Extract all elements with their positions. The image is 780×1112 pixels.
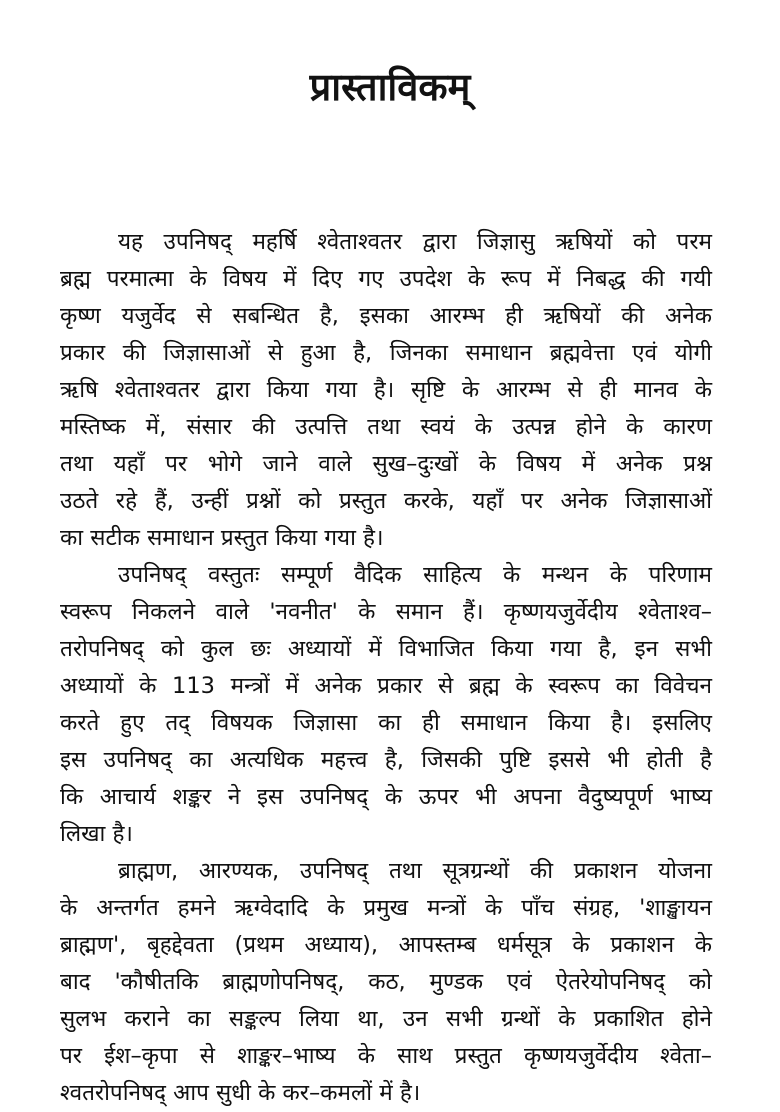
text-line: बाद 'कौषीतकि ब्राह्मणोपनिषद्, कठ, मुण्डक एवं ऐतरेयोपनिषद् को <box>60 969 712 995</box>
text-line: स्वरूप निकलने वाले 'नवनीत' के समान हैं। कृष्णयजुर्वेदीय श्वेताश्व– <box>60 599 712 625</box>
text-line: इस उपनिषद् का अत्यधिक महत्त्व है, जिसकी पुष्टि इससे भी होती है <box>60 747 712 773</box>
text-line: उठते रहे हैं, उन्हीं प्रश्नों को प्रस्तुत करके, यहाँ पर अनेक जिज्ञासाओं <box>60 488 712 514</box>
page-body <box>60 224 712 1112</box>
text-line: ब्राह्मण', बृहद्देवता (प्रथम अध्याय), आपस्तम्ब धर्मसूत्र के प्रकाशन के <box>60 932 712 958</box>
text-line: ऋषि श्वेताश्वतर द्वारा किया गया है। सृष्टि के आरम्भ से ही मानव के <box>60 377 712 403</box>
text-line: तथा यहाँ पर भोगे जाने वाले सुख–दुःखों के विषय में अनेक प्रश्न <box>60 451 712 477</box>
text-line: यह उपनिषद् महर्षि श्वेताश्वतर द्वारा जिज्ञासु ऋषियों को परम <box>118 229 712 255</box>
text-line: पर ईश–कृपा से शाङ्कर–भाष्य के साथ प्रस्तुत कृष्णयजुर्वेदीय श्वेता– <box>60 1043 712 1069</box>
text-line: प्रकार की जिज्ञासाओं से हुआ है, जिनका समाधान ब्रह्मवेत्ता एवं योगी <box>60 340 712 366</box>
text-line: का सटीक समाधान प्रस्तुत किया गया है। <box>60 525 384 551</box>
text-line: सुलभ कराने का सङ्कल्प लिया था, उन सभी ग्रन्थों के प्रकाशित होने <box>60 1006 712 1032</box>
text-line: के अन्तर्गत हमने ऋग्वेदादि के प्रमुख मन्त्रों के पाँच संग्रह, 'शाङ्खायन <box>60 895 712 921</box>
text-line: ब्रह्म परमात्मा के विषय में दिए गए उपदेश के रूप में निबद्ध की गयी <box>60 266 712 292</box>
text-line: कि आचार्य शङ्कर ने इस उपनिषद् के ऊपर भी अपना वैदुष्यपूर्ण भाष्य <box>60 784 712 810</box>
text-line: श्वतरोपनिषद् आप सुधी के कर–कमलों में है। <box>60 1080 421 1106</box>
text-line: तरोपनिषद् को कुल छः अध्यायों में विभाजित किया गया है, इन सभी <box>60 636 712 662</box>
text-line: लिखा है। <box>60 821 133 847</box>
text-line: अध्यायों के 113 मन्त्रों में अनेक प्रकार से ब्रह्म के स्वरूप का विवेचन <box>60 673 712 699</box>
paragraph-1 <box>60 224 712 557</box>
text-line: मस्तिष्क में, संसार की उत्पत्ति तथा स्वयं के उत्पन्न होने के कारण <box>60 414 712 440</box>
text-line: ब्राह्मण, आरण्यक, उपनिषद् तथा सूत्रग्रन्थों की प्रकाशन योजना <box>118 858 712 884</box>
paragraph-3 <box>60 853 712 1112</box>
paragraph-2 <box>60 557 712 853</box>
page-title: प्रास्ताविकम् <box>309 65 471 109</box>
text-line: कृष्ण यजुर्वेद से सबन्धित है, इसका आरम्भ ही ऋषियों की अनेक <box>60 303 712 329</box>
text-line: उपनिषद् वस्तुतः सम्पूर्ण वैदिक साहित्य के मन्थन के परिणाम <box>118 562 712 588</box>
text-line: करते हुए तद् विषयक जिज्ञासा का ही समाधान किया है। इसलिए <box>60 710 712 736</box>
